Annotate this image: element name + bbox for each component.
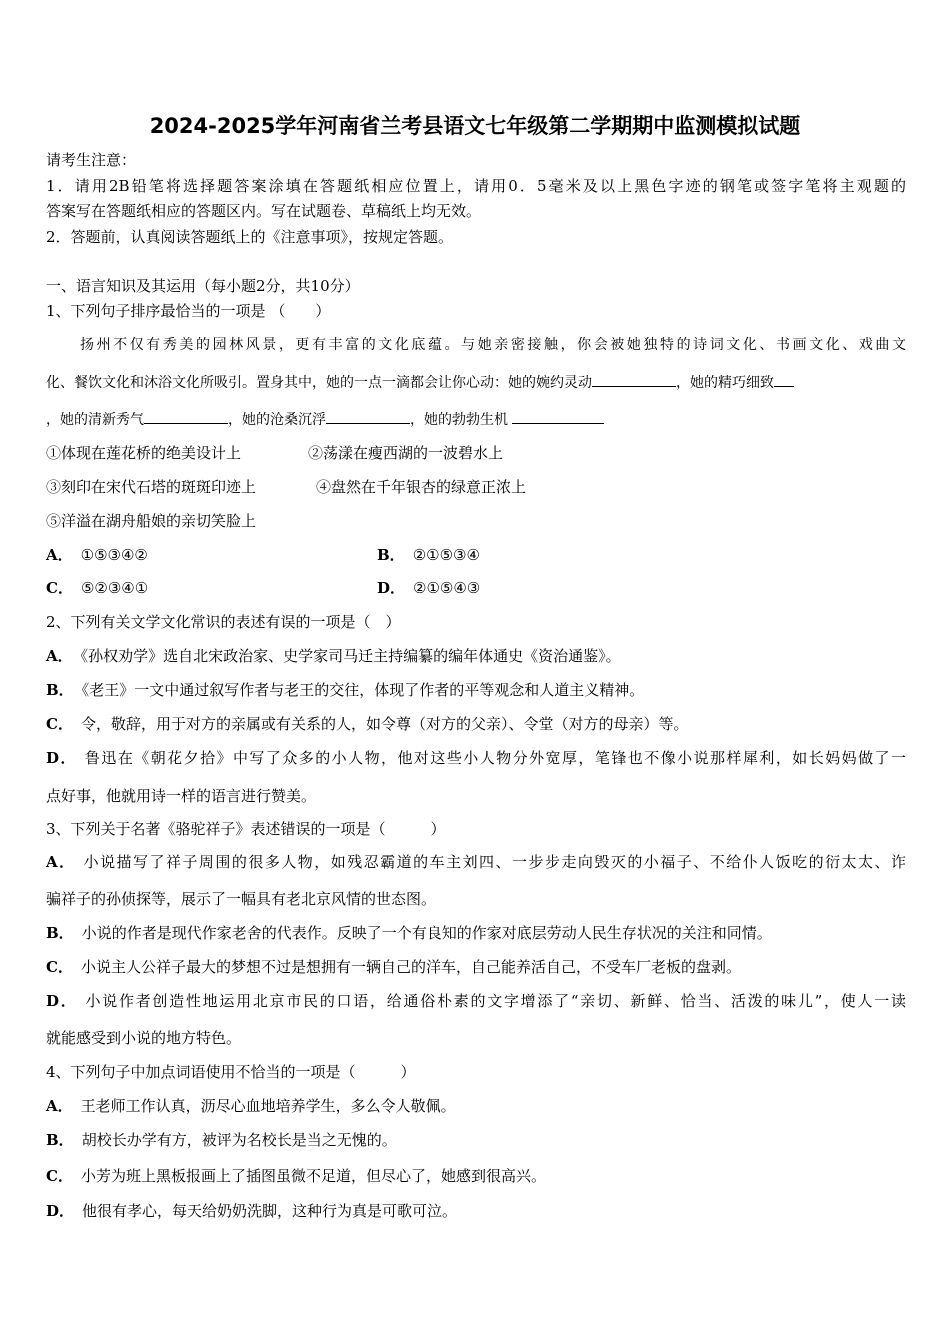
option-text: ⑤②③④① [80,579,149,597]
option-label: B． [46,681,74,699]
option-text: 小说作者创造性地运用北京市民的口语，给通俗朴素的文字增添了“亲切、新鲜、恰当、活泼的味儿”，使人一读 [85,992,906,1010]
option-label: D． [377,579,406,597]
q1-passage-text: ，她的精巧细致 [676,375,774,391]
q1-passage-text: ，她的沧桑沉浮 [228,412,326,428]
option-text: 《老王》一文中通过叙写作者与老王的交往，体现了作者的平等观念和人道主义精神。 [81,681,645,699]
q1-option-b [377,545,480,565]
q2-option-c [46,714,688,734]
option-text: 鲁迅在《朝花夕拾》中写了众多的小人物，他对这些小人物分外宽厚，笔锋也不像小说那样犀利，如长妈妈做了一 [84,749,906,767]
q1-stem: 1、下列句子排序最恰当的一项是 （ ） [46,302,331,320]
option-label: A． [46,546,73,564]
notice-item-1-cont: 答案写在答题纸相应的答题区内。写在试题卷、草稿纸上均无效。 [46,202,482,220]
option-text: 王老师工作认真，沥尽心血地培养学生，多么令人敬佩。 [80,1097,456,1115]
q1-sentence-3: ③刻印在宋代石塔的斑斑印迹上 [46,478,257,496]
q1-passage-text: 化、餐饮文化和沐浴文化所吸引。置身其中，她的一点一滴都会让你心动：她的婉约灵动 [46,375,592,391]
blank-3 [144,409,228,424]
option-label: C． [46,715,73,733]
page-title: 2024-2025学年河南省兰考县语文七年级第二学期期中监测模拟试题 [149,114,801,138]
q3-option-b [46,923,772,943]
q3-stem: 3、下列关于名著《骆驼祥子》表述错误的一项是（ ） [46,820,446,838]
q1-sentence-4: ④盘然在千年银杏的绿意正浓上 [316,478,527,496]
option-label: D． [46,992,78,1010]
q1-option-c [46,578,148,598]
option-label: D． [46,749,77,767]
q2-stem: 2、下列有关文学文化常识的表述有误的一项是（ ） [46,613,401,631]
q1-passage-text: ，她的勃勃生机 [410,412,508,428]
q1-sentence-2: ②荡漾在瘦西湖的一波碧水上 [308,444,504,462]
q2-option-b [46,680,644,700]
q1-option-d [377,578,480,598]
q3-option-a-cont: 骗祥子的孙侦探等，展示了一幅具有老北京风情的世态图。 [46,890,437,908]
blank-5 [512,409,604,424]
option-label: A． [46,853,76,871]
q2-option-a [46,646,621,666]
notice-heading: 请考生注意： [46,151,137,169]
option-label: C． [46,579,73,597]
option-label: C． [46,1167,73,1185]
option-label: B． [46,1131,74,1149]
q1-passage-line2 [46,372,794,393]
option-text: 《孙权劝学》选自北宋政治家、史学家司马迁主持编纂的编年体通史《资治通鉴》。 [80,647,621,665]
q4-stem: 4、下列句子中加点词语使用不恰当的一项是（ ） [46,1063,416,1081]
section-heading: 一、语言知识及其运用（每小题2分，共10分） [46,277,360,295]
blank-2 [774,372,794,387]
blank-4 [326,409,410,424]
q4-option-c [46,1166,546,1186]
q4-option-b [46,1130,397,1150]
option-text: 他很有孝心，每天给奶奶洗脚，这种行为真是可歌可泣。 [82,1202,458,1220]
blank-1 [592,372,676,387]
notice-item-1: 1．请用2B铅笔将选择题答案涂填在答题纸相应位置上，请用0．5毫米及以上黑色字迹的钢笔或签字笔将主观题的 [46,177,906,195]
q3-option-c [46,957,741,977]
option-text: 小说主人公祥子最大的梦想不过是想拥有一辆自己的洋车，自己能养活自己，不受车厂老板的盘剥。 [80,958,741,976]
q3-option-a [46,852,906,872]
q1-passage-line1: 扬州不仅有秀美的园林风景，更有丰富的文化底蕴。与她亲密接触，你会被她独特的诗词文化、书画文化、戏曲文 [80,337,906,353]
q1-passage-line3 [46,409,604,430]
notice-item-2: 2．答题前，认真阅读答题纸上的《注意事项》，按规定答题。 [46,228,454,246]
option-label: B． [377,546,405,564]
option-text: 小说的作者是现代作家老舍的代表作。反映了一个有良知的作家对底层劳动人民生存状况的关注和同情。 [81,924,772,942]
q4-option-d [46,1201,457,1221]
option-text: 小芳为班上黑板报画上了插图虽微不足道，但尽心了，她感到很高兴。 [80,1167,546,1185]
q1-option-a [46,545,148,565]
q3-option-d [46,991,906,1011]
q2-option-d [46,748,906,768]
q4-option-a [46,1096,456,1116]
option-text: 令，敬辞，用于对方的亲属或有关系的人，如令尊（对方的父亲）、令堂（对方的母亲）等。 [80,715,689,733]
option-label: A． [46,647,73,665]
q3-option-d-cont: 就能感受到小说的地方特色。 [46,1029,242,1047]
option-text: ①⑤③④② [80,546,148,564]
option-label: C． [46,958,73,976]
q1-sentence-5: ⑤洋溢在湖舟船娘的亲切笑脸上 [46,512,257,530]
option-text: 小说描写了祥子周围的很多人物，如残忍霸道的车主刘四、一步步走向毁灭的小福子、不给仆人饭吃的衍太太、诈 [83,853,906,871]
option-label: B． [46,924,74,942]
q2-option-d-cont: 点好事，他就用诗一样的语言进行赞美。 [46,787,317,805]
option-text: ②①⑤④③ [413,579,481,597]
option-text: ②①⑤③④ [412,546,480,564]
q1-sentence-1: ①体现在莲花桥的绝美设计上 [46,444,242,462]
option-label: D． [46,1202,75,1220]
option-text: 胡校长办学有方，被评为名校长是当之无愧的。 [81,1131,397,1149]
option-label: A． [46,1097,73,1115]
q1-passage-text: ，她的清新秀气 [46,412,144,428]
